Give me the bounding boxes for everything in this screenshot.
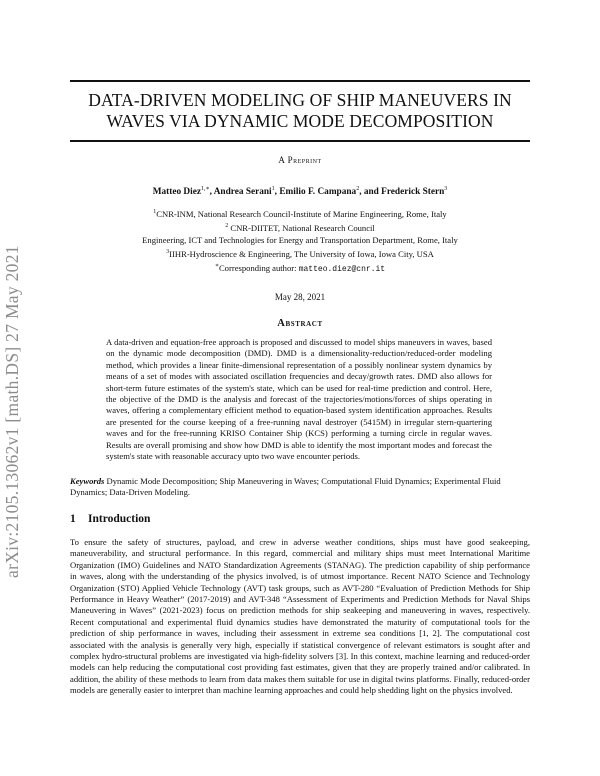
author-affiliation-mark: 3: [444, 186, 448, 192]
intro-paragraph: To ensure the safety of structures, payload, and crew in adverse weather conditions, ships must have good seakeeping, maneuverability, and structural performance. In this regard, commercial and military ships must meet International Maritime Organization (IMO) Guidelines and NATO Standardization Agreements (STANAG). The prediction capability of ship performance in waves, along with the understanding of the physics involved, is of utmost importance. Recent NATO Science and Technology Organization (STO) Applied Vehicle Technology (AVT) task groups, such as AVT-280 “Evaluation of Prediction Methods for Ship Performance in Heavy Weather” (2017-2019) and AVT-348 “Assessment of Experiments and Prediction Methods for Naval Ships Maneuvering in Waves” (2021-2023) focus on prediction methods for ship seakeeping and maneuvering in waves, respectively. Recent computational and experimental fluid dynamics studies have demonstrated the maturity of computational tools for the prediction of ship performance in waves, including their assessment in extreme sea conditions [1, 2]. The computational cost associated with the analysis is generally very high, especially if statistical convergence of relevant estimators is sought after and complex hydro-structural problems are investigated via high-fidelity solvers [3]. In this context, machine learning and reduced-order models can help reducing the computational cost providing fast estimates, given that they are properly trained and/or calibrated. In addition, the ability of these methods to learn from data makes them suitable for use in digital twins platforms. Finally, reduced-order models are generally easier to interpret than machine learning approaches and could help shedding light on the physics involved.: [70, 537, 530, 696]
corresponding-email[interactable]: matteo.diez@cnr.it: [298, 264, 386, 274]
title-line-2: WAVES VIA DYNAMIC MODE DECOMPOSITION: [106, 111, 494, 131]
section-heading: [70, 513, 150, 525]
author-affiliation-mark: 1,∗: [200, 186, 210, 192]
corresponding-label: Corresponding author:: [218, 262, 299, 273]
section-title: Introduction: [88, 513, 151, 525]
affiliations: [0, 206, 600, 275]
keywords-label: Keywords: [70, 476, 105, 486]
author-name: Andrea Serani: [213, 187, 272, 198]
affiliation-text: CNR-DIITET, National Research Council: [230, 222, 375, 233]
affiliation-mark: 3: [166, 248, 170, 255]
affiliation-line: [0, 206, 600, 220]
affiliation-line: [0, 220, 600, 234]
affiliation-mark: 2: [225, 222, 229, 229]
corresponding-author: ∗Corresponding author: matteo.diez@cnr.it: [214, 262, 386, 274]
affiliation-text: Engineering, ICT and Technologies for Energy and Transportation Department, Rome, Italy: [142, 234, 458, 245]
preprint-label: A Preprint: [278, 155, 322, 165]
title-top-rule: [70, 80, 530, 82]
author-name: Frederick Stern: [381, 187, 445, 198]
paper-date: May 28, 2021: [274, 292, 326, 302]
abstract-heading: Abstract: [277, 318, 323, 329]
author-affiliation-mark: 2: [356, 186, 360, 192]
affiliation-line: [0, 246, 600, 260]
title-bottom-rule: [70, 140, 530, 142]
keywords-text: Dynamic Mode Decomposition; Ship Maneuvering in Waves; Computational Fluid Dynamics; Experimental Fluid Dynamics; Data-Driven Modeling.: [70, 476, 501, 498]
section-number: 1: [70, 513, 76, 525]
affiliation-text: IIHR-Hydroscience & Engineering, The University of Iowa, Iowa City, USA: [169, 248, 434, 259]
author-affiliation-mark: 1: [271, 186, 275, 192]
author-list: Matteo Diez$^{1,∗}$, Andrea Serani$^1$, Emilio F. Campana$^2$, and Frederick Stern$^3$: [152, 186, 448, 198]
arxiv-stamp[interactable]: arXiv:2105.13062v1 [math.DS] 27 May 2021: [2, 245, 22, 578]
affiliation-line: [0, 234, 600, 246]
affiliation-mark: 1: [153, 209, 157, 215]
affiliation-text: CNR-INM, National Research Council-Institute of Marine Engineering, Rome, Italy: [156, 208, 447, 219]
paper-title: [70, 90, 530, 132]
keywords: [70, 476, 530, 499]
author-name: Matteo Diez: [152, 187, 201, 198]
author-name: Emilio F. Campana: [279, 187, 357, 198]
abstract-text: A data-driven and equation-free approach is proposed and discussed to model ships maneuvers in waves, based on the dynamic mode decomposition (DMD). DMD is a dimensionality-reduction/reduced-order modeling method, which provides a linear finite-dimensional representation of a possibly nonlinear system dynamics by means of a set of modes with associated oscillation frequencies and decay/growth rates. DMD also allows for short-term future estimates of the system's state, which can be used for real-time prediction and control. Here, the objective of the DMD is the analysis and forecast of the trajectories/motions/forces of ships operating in waves, offering a complementary efficient method to equation-based system identification approaches. Results are presented for the course keeping of a free-running naval destroyer (5415M) in irregular stern-quartering waves and for the free-running KRISO Container Ship (KCS) performing a turning circle in regular waves. Results are overall promising and show how DMD is able to identify the most important modes and forecast the system's state with reasonable accuracy upto two wave encounter periods.: [106, 337, 492, 462]
title-line-1: DATA-DRIVEN MODELING OF SHIP MANEUVERS IN: [88, 90, 512, 110]
